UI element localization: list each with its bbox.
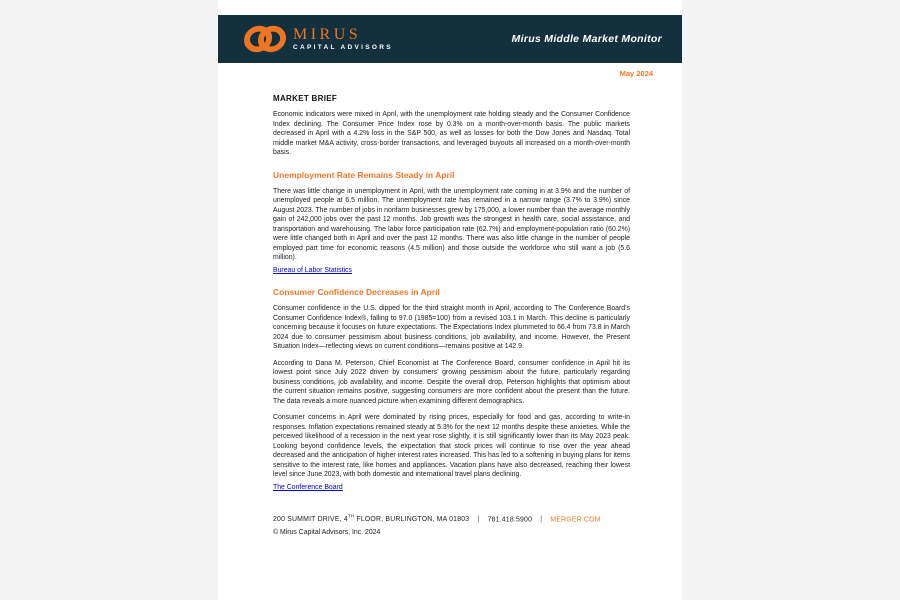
interlocking-rings-icon (242, 24, 286, 54)
newsletter-body (218, 94, 682, 536)
logo-wordmark (293, 27, 393, 52)
consumer-confidence-paragraph-2: According to Dana M. Peterson, Chief Economist at The Conference Board, consumer confidence in April hit its lowest point since July 2022 driven by consumers’ growing pessimism about the future, particularly regarding business conditions, job availability, and income. Despite the overall drop, Peterson highlights that optimism about the current situation remains positive, suggesting consumers are more confident about the present than the future. The data reveals a more nuanced picture when examining different demographics. (273, 359, 630, 405)
market-brief-heading: MARKET BRIEF (273, 94, 338, 103)
consumer-confidence-section-heading: Consumer Confidence Decreases in April (273, 287, 440, 297)
issue-date: May 2024 (619, 69, 653, 78)
unemployment-section-heading: Unemployment Rate Remains Steady in April (273, 169, 455, 180)
newsletter-page (218, 0, 682, 600)
newsletter-title: Mirus Middle Market Monitor (511, 33, 662, 45)
footer-contact-line (273, 514, 630, 523)
merger-com-link[interactable]: MERGER.COM (550, 516, 601, 524)
bureau-of-labor-statistics-link[interactable]: Bureau of Labor Statistics (273, 266, 352, 274)
brand-tagline: CAPITAL ADVISORS (293, 43, 393, 51)
conference-board-link[interactable]: The Conference Board (273, 483, 343, 491)
masthead-banner (218, 15, 682, 63)
footer-divider: | (540, 516, 543, 524)
consumer-confidence-paragraph-3: Consumer concerns in April were dominated by rising prices, especially for food and gas, according to write-in responses. Inflation expectations remained steady at 5.3% for the next 12 months despite these anxieties. While the perceived likelihood of a recession in the next year rose slightly, it is still significantly lower than its May 2023 peak. Looking beyond confidence levels, the expectation that stock prices will continue to rise over the year ahead decreased and the anticipation of higher interest rates increased. This has led to a softening in buying plans for items sensitive to the interest rate, like homes and appliances. Vacation plans have also decreased, reaching their lowest level since June 2023, with both domestic and international travel plans declining. (273, 414, 630, 478)
ordinal-superscript: TH (347, 514, 355, 519)
copyright-notice: © Mirus Capital Advisors, Inc. 2024 (273, 529, 381, 537)
market-brief-paragraph: Economic indicators were mixed in April, with the unemployment rate holding steady and the Consumer Confidence Index declining. The Consumer Price Index rose by 0.3% on a month-over-month basis. The public markets decreased in April with a 4.2% loss in the S&P 500, as well as losses for both the Dow Jones and Nasdaq. Total middle market M&A activity, cross-border transactions, and leveraged buyouts all increased on a month-over-month basis. (273, 111, 630, 156)
unemployment-paragraph: There was little change in unemployment in April, with the unemployment rate coming in at 3.9% and the number of unemployed people at 6.5 million. The unemployment rate has remained in a narrow range (3.7% to 3.9%) since August 2023. The number of jobs in nonfarm businesses grew by 175,000, a lower number than the average monthly gain of 242,000 jobs over the past 12 months. Job growth was the strongest in health care, social assistance, and transportation and warehousing. The labor force participation rate (62.7%) and employment-population ratio (60.2%) were little changed both in April and over the past 12 months. There was also little change in the number of people employed part time for economic reasons (4.5 million) and those outside the workforce who still want a job (5.6 million). (273, 187, 630, 261)
footer-divider: | (477, 516, 480, 524)
consumer-confidence-paragraph-1: Consumer confidence in the U.S. dipped for the third straight month in April, according to The Conference Board’s Consumer Confidence Index®, falling to 97.0 (1985=100) from a revised 103.1 in March. This decline is particularly concerning because it focuses on future expectations. The Expectations Index plummeted to 66.4 from 73.8 in March 2024 due to consumer pessimism about business conditions, job availability, and income. However, the Present Situation Index—reflecting views on current conditions—remains positive at 142.9. (273, 305, 630, 350)
consumer-confidence-source-line (273, 480, 630, 493)
footer-address: 200 SUMMIT DRIVE, 4TH FLOOR, BURLINGTON, MA 01803 (273, 514, 470, 524)
brand-name: MIRUS (293, 25, 362, 43)
mirus-logo (242, 24, 393, 54)
footer-phone: 781.418.5900 (487, 516, 533, 524)
unemployment-source-line (273, 263, 630, 276)
